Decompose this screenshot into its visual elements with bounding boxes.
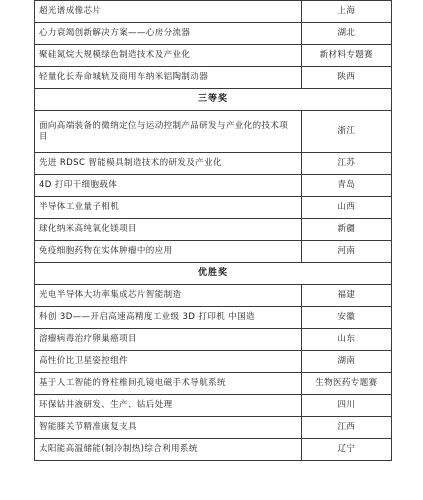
project-name-cell: 溶瘤病毒治疗卵巢癌项目 <box>35 329 302 351</box>
project-name-cell: 基于人工智能的脊柱椎间孔镜电磁手术导航系统 <box>35 373 302 395</box>
table-row <box>35 175 392 197</box>
region-cell: 湖北 <box>301 23 391 45</box>
region-cell: 浙江 <box>301 111 391 153</box>
region-cell: 生物医药专题赛 <box>301 373 391 395</box>
project-name-cell: 聚硅氮烷大规模绿色制造技术及产业化 <box>35 45 302 67</box>
table-row <box>35 329 392 351</box>
table-row <box>35 153 392 175</box>
table-row <box>35 23 392 45</box>
project-name-cell: 高性价比卫星姿控组件 <box>35 351 302 373</box>
region-cell: 安徽 <box>301 307 391 329</box>
region-cell: 福建 <box>301 285 391 307</box>
awards-table <box>34 0 392 461</box>
table-row <box>35 45 392 67</box>
region-cell: 辽宁 <box>301 439 391 461</box>
table-row <box>35 241 392 263</box>
project-name-cell: 4D 打印干细胞载体 <box>35 175 302 197</box>
table-row <box>35 111 392 153</box>
table-row <box>35 285 392 307</box>
region-cell: 四川 <box>301 395 391 417</box>
awards-table-body <box>35 1 392 461</box>
award-tier-header <box>35 263 392 285</box>
project-name-cell: 先进 RDSC 智能模具制造技术的研发及产业化 <box>35 153 302 175</box>
project-name-cell: 智能膝关节精准康复支具 <box>35 417 302 439</box>
awards-table-container <box>34 0 392 461</box>
region-cell: 青岛 <box>301 175 391 197</box>
project-name-cell: 心力衰竭创新解决方案——心房分流器 <box>35 23 302 45</box>
project-name-cell: 轻量化长寿命城轨及商用车纳米铝陶制动器 <box>35 67 302 89</box>
region-cell: 山西 <box>301 197 391 219</box>
project-name-cell: 光电半导体大功率集成芯片智能制造 <box>35 285 302 307</box>
project-name-cell: 环保钻井液研发、生产、钻后处理 <box>35 395 302 417</box>
project-name-cell: 面向高端装备的微纳定位与运动控制产品研发与产业化的技术项目 <box>35 111 302 153</box>
award-tier-label: 优胜奖 <box>35 263 392 285</box>
project-name-cell: 超光谱成像芯片 <box>35 1 302 23</box>
table-row <box>35 395 392 417</box>
region-cell: 新材料专题赛 <box>301 45 391 67</box>
table-row <box>35 351 392 373</box>
region-cell: 江西 <box>301 417 391 439</box>
table-row <box>35 417 392 439</box>
table-row <box>35 219 392 241</box>
region-cell: 江苏 <box>301 153 391 175</box>
region-cell: 陕西 <box>301 67 391 89</box>
region-cell: 上海 <box>301 1 391 23</box>
region-cell: 湖南 <box>301 351 391 373</box>
award-tier-header <box>35 89 392 111</box>
project-name-cell: 球化纳米高纯氧化镁项目 <box>35 219 302 241</box>
table-row <box>35 439 392 461</box>
table-row <box>35 1 392 23</box>
region-cell: 河南 <box>301 241 391 263</box>
project-name-cell: 免疫细胞药物在实体肿瘤中的应用 <box>35 241 302 263</box>
table-row <box>35 67 392 89</box>
project-name-cell: 太阳能高温储能(制冷制热)综合利用系统 <box>35 439 302 461</box>
region-cell: 新疆 <box>301 219 391 241</box>
table-row <box>35 197 392 219</box>
project-name-cell: 半导体工业量子相机 <box>35 197 302 219</box>
table-row <box>35 307 392 329</box>
award-tier-label: 三等奖 <box>35 89 392 111</box>
table-row <box>35 373 392 395</box>
region-cell: 山东 <box>301 329 391 351</box>
project-name-cell: 科创 3D——开启高速高精度工业级 3D 打印机 中国造 <box>35 307 302 329</box>
